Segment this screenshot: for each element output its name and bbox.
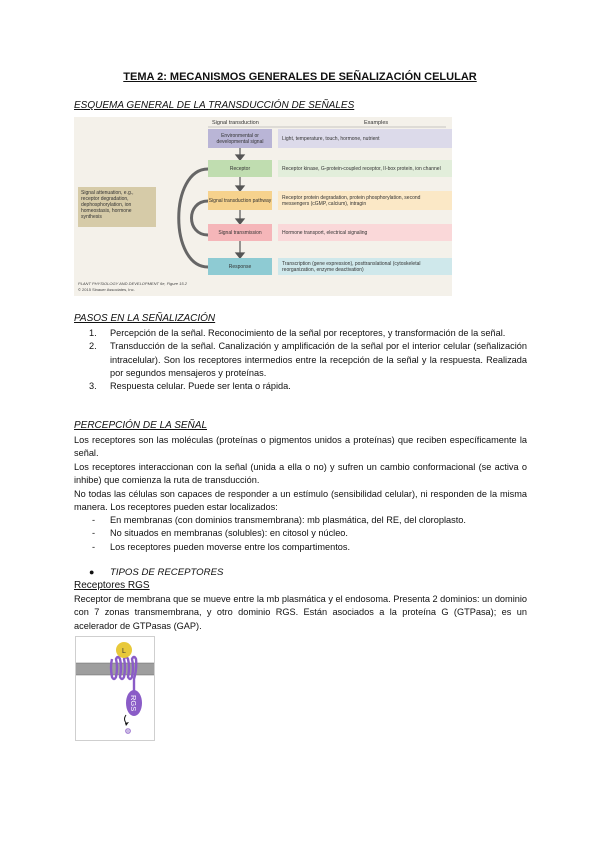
attenuation-text: Signal attenuation, e.g., receptor degradation, dephosphorylation, ion homeostasis, hormone synthesis [81, 190, 134, 220]
paragraph-rgs: Receptor de membrana que se mueve entre la mb plasmática y el endosoma. Presenta 2 dominios: un dominio con 7 zonas transmembrana, y otro dominio RGS. Están asociados a la proteína G (GTPasa); es un acelerador de GTPasas (GAP). [74, 594, 527, 631]
figure-credit: PLANT PHYSIOLOGY AND DEVELOPMENT 6e, Figure 15.2 [78, 281, 187, 286]
attenuation-box [78, 187, 156, 227]
ligand-label: L [122, 648, 126, 655]
subheading-rgs: Receptores RGS [74, 580, 150, 591]
paragraph: No todas las células son capaces de responder a un estímulo (sensibilidad celular), ni responden de la misma manera. Los receptores pueden estar localizados: [74, 489, 527, 513]
step-box-transmission [208, 224, 272, 241]
section-heading-esquema: ESQUEMA GENERAL DE LA TRANSDUCCIÓN DE SEÑALES [74, 100, 355, 111]
list-number: 1. [89, 328, 97, 338]
figure-copyright: © 2015 Sinauer Associates, Inc. [78, 287, 135, 292]
paragraph: Los receptores interaccionan con la señal (unida a ella o no) y sufren un cambio conformacional (se activa o inhibe) que comienza la ruta de transducción. [74, 462, 527, 486]
list-text: Percepción de la señal. Reconocimiento de la señal por receptores, y transformación de la señal. [110, 328, 506, 338]
example-text: Hormone transport, electrical signaling [282, 229, 368, 236]
list-item: - Los receptores pueden moverse entre los compartimentos. [89, 541, 527, 554]
example-box-response [278, 258, 452, 275]
list-item: - En membranas (con dominios transmembrana): mb plasmática, del RE, del cloroplasto. [89, 514, 527, 527]
step-box-pathway [208, 191, 272, 210]
step-label: Signal transduction pathway [208, 197, 272, 204]
list-text: Transducción de la señal. Canalización y amplificación de la señal por el interior celular (señalización intracelular). Son los receptores intermedios entre la recepción de la señal y la respuesta. Realizada por segundos mensajeros y proteínas. [110, 341, 527, 378]
section-heading-percepcion: PERCEPCIÓN DE LA SEÑAL [74, 420, 208, 431]
list-item [89, 327, 527, 340]
g-protein [126, 729, 131, 734]
step-label: Receptor [229, 165, 251, 172]
feedback-arrows [179, 169, 208, 267]
list-item: - No situados en membranas (solubles): en citosol y núcleo. [89, 527, 527, 540]
step-label: Environmental or developmental signal [216, 132, 264, 145]
step-box-response [208, 258, 272, 275]
example-text: Transcription (gene expression), posttranslational (cytoskeletal reorganization, enzyme deactivation) [282, 260, 421, 273]
example-text: Receptor protein degradation, protein phosphorylation, second messengers (cGMP, calcium), intragin [282, 194, 421, 207]
membrane [76, 663, 154, 675]
steps-list [89, 327, 527, 393]
locations-list [89, 514, 527, 554]
list-item [89, 340, 527, 380]
example-box-transmission [278, 224, 452, 241]
rgs-domain-label: RGS [129, 695, 138, 712]
list-text: Respuesta celular. Puede ser lenta o rápida. [110, 381, 291, 392]
section-heading-tipos: TIPOS DE RECEPTORES [110, 567, 224, 578]
page-title: TEMA 2: MECANISMOS GENERALES DE SEÑALIZACIÓN CELULAR [123, 71, 477, 83]
signal-transduction-figure [74, 117, 452, 296]
paragraph: Los receptores son las moléculas (proteínas o pigmentos unidos a proteínas) que reciben específicamente la señal. [74, 435, 527, 459]
rgs-receptor-diagram [76, 637, 154, 740]
step-box-receptor [208, 160, 272, 177]
step-box-signal [208, 129, 272, 148]
example-box-signal [278, 129, 452, 148]
example-text: Receptor kinase, G-protein-coupled receptor, II-box protein, ion channel [282, 165, 441, 172]
example-box-receptor [278, 160, 452, 177]
section-heading-pasos: PASOS EN LA SEÑALIZACIÓN [74, 313, 216, 324]
example-box-pathway [278, 191, 452, 210]
bullet-icon: ● [89, 567, 95, 577]
step-label: Signal transmission [218, 229, 262, 236]
step-label: Response [228, 263, 252, 270]
list-number: 2. [89, 341, 97, 352]
col-header-examples: Examples [364, 120, 389, 126]
gap-arrow [125, 715, 127, 723]
list-item [89, 380, 527, 393]
rgs-receptor-figure [75, 636, 155, 741]
example-text: Light, temperature, touch, hormone, nutrient [282, 135, 380, 142]
list-number: 3. [89, 381, 97, 392]
col-header-signal: Signal transduction [212, 120, 259, 126]
